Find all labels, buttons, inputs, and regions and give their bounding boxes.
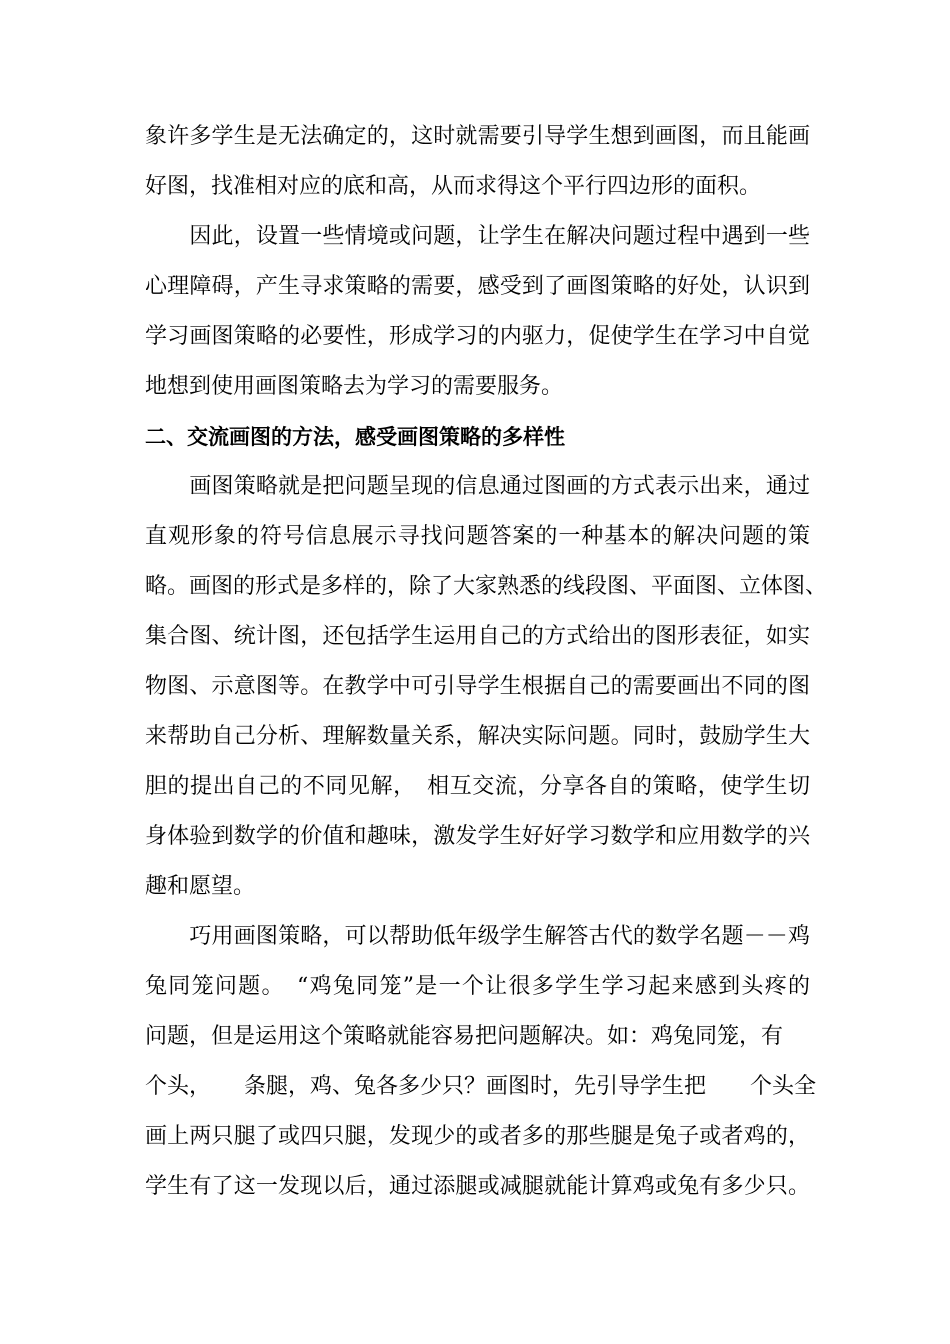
text-line: 心理障碍，产生寻求策略的需要，感受到了画图策略的好处，认识到: [145, 274, 810, 299]
text-line: 胆的提出自己的不同见解， 相互交流，分享各自的策略，使学生切: [145, 774, 810, 799]
text-line: 学生有了这一发现以后，通过添腿或减腿就能计算鸡或兔有多少只。: [145, 1174, 810, 1199]
text-line: 集合图、统计图，还包括学生运用自己的方式给出的图形表征，如实: [145, 624, 810, 649]
text-line: 身体验到数学的价值和趣味，激发学生好好学习数学和应用数学的兴: [145, 824, 810, 849]
section-heading: 二、交流画图的方法，感受画图策略的多样性: [145, 425, 565, 449]
text-line: 物图、示意图等。在教学中可引导学生根据自己的需要画出不同的图: [145, 674, 810, 699]
text-line: 兔同笼问题。 “鸡兔同笼”是一个让很多学生学习起来感到头疼的: [145, 974, 810, 999]
text-line: 因此，设置一些情境或问题，让学生在解决问题过程中遇到一些: [145, 224, 810, 249]
text-line: 略。画图的形式是多样的，除了大家熟悉的线段图、平面图、立体图、: [145, 574, 828, 599]
text-line: 地想到使用画图策略去为学习的需要服务。: [145, 374, 564, 399]
text-line: 问题，但是运用这个策略就能容易把问题解决。如：鸡兔同笼，有: [145, 1024, 784, 1049]
text-line: 画图策略就是把问题呈现的信息通过图画的方式表示出来，通过: [145, 474, 810, 499]
body-text: [145, 112, 828, 1212]
text-line: 巧用画图策略，可以帮助低年级学生解答古代的数学名题－－鸡: [145, 924, 810, 949]
text-line: 好图，找准相对应的底和高，从而求得这个平行四边形的面积。: [145, 174, 762, 199]
text-line: 来帮助自己分析、理解数量关系，解决实际问题。同时，鼓励学生大: [145, 724, 810, 749]
text-line: 直观形象的符号信息展示寻找问题答案的一种基本的解决问题的策: [145, 524, 810, 549]
text-line: 学习画图策略的必要性，形成学习的内驱力，促使学生在学习中自觉: [145, 324, 810, 349]
text-line: 象许多学生是无法确定的，这时就需要引导学生想到画图，而且能画: [145, 124, 810, 149]
text-line: 个头， 条腿，鸡、兔各多少只？画图时，先引导学生把 个头全: [145, 1074, 817, 1099]
text-line: 趣和愿望。: [145, 874, 256, 899]
text-line: 画上两只腿了或四只腿，发现少的或者多的那些腿是兔子或者鸡的，: [145, 1124, 810, 1149]
